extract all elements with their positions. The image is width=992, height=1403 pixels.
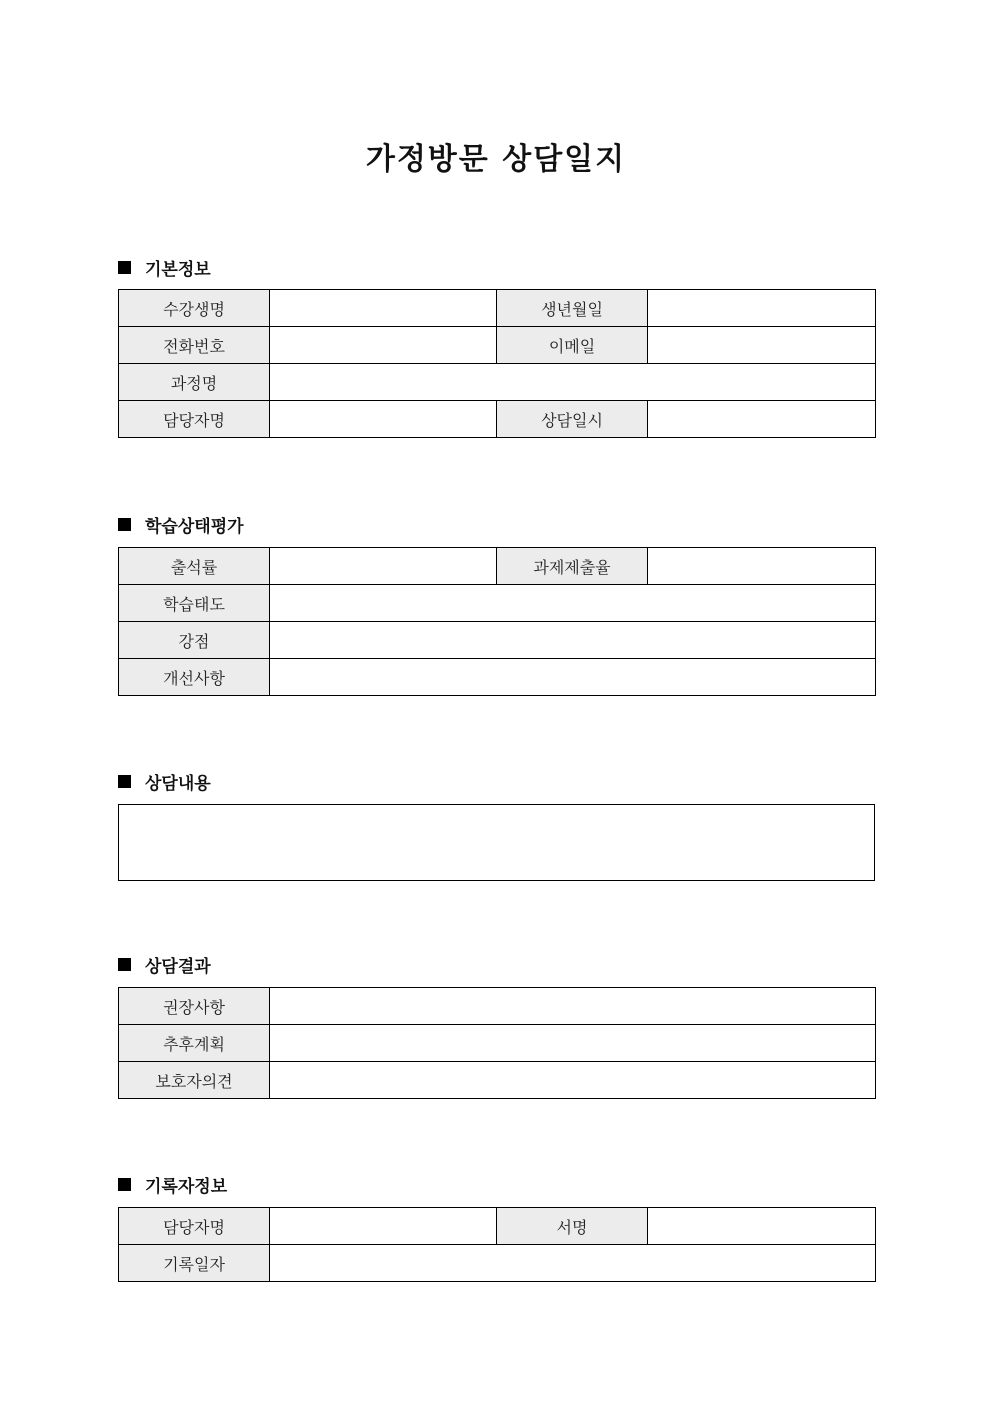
square-bullet-icon: [118, 775, 131, 788]
counsel-result-table: [118, 987, 876, 1099]
table-row: [119, 548, 876, 585]
table-row: [119, 585, 876, 622]
table-row: [119, 1025, 876, 1062]
strengths-label: 강점: [119, 622, 270, 659]
section-heading-label: 학습상태평가: [145, 517, 244, 537]
table-row: [119, 622, 876, 659]
attitude-label: 학습태도: [119, 585, 270, 622]
record-date-field[interactable]: [270, 1245, 876, 1282]
recorder-staff-label: 담당자명: [119, 1208, 270, 1245]
improvements-field[interactable]: [270, 659, 876, 696]
section-heading-recorder: [118, 1172, 227, 1197]
section-heading-label: 상담내용: [145, 774, 211, 794]
signature-field[interactable]: [648, 1208, 876, 1245]
attendance-label: 출석률: [119, 548, 270, 585]
guardian-opinion-label: 보호자의견: [119, 1062, 270, 1099]
section-heading-label: 기본정보: [145, 260, 211, 280]
section-heading-label: 기록자정보: [145, 1177, 228, 1197]
staff-name-field[interactable]: [270, 401, 497, 438]
table-row: [119, 290, 876, 327]
record-date-label: 기록일자: [119, 1245, 270, 1282]
strengths-field[interactable]: [270, 622, 876, 659]
table-row: [119, 1245, 876, 1282]
section-heading-label: 상담결과: [145, 957, 211, 977]
recorder-staff-field[interactable]: [270, 1208, 497, 1245]
table-row: [119, 364, 876, 401]
recommendations-field[interactable]: [270, 988, 876, 1025]
page-title: 가정방문 상담일지: [365, 142, 627, 177]
basic-info-table: [118, 289, 876, 438]
follow-up-label: 추후계획: [119, 1025, 270, 1062]
course-label: 과정명: [119, 364, 270, 401]
section-heading-content: [118, 769, 211, 794]
student-name-label: 수강생명: [119, 290, 270, 327]
follow-up-field[interactable]: [270, 1025, 876, 1062]
learning-eval-table: [118, 547, 876, 696]
recorder-info-table: [118, 1207, 876, 1282]
section-heading-result: [118, 952, 211, 977]
section-heading-basic: [118, 255, 211, 280]
square-bullet-icon: [118, 518, 131, 531]
assignment-rate-label: 과제제출율: [497, 548, 648, 585]
email-label: 이메일: [497, 327, 648, 364]
signature-label: 서명: [497, 1208, 648, 1245]
square-bullet-icon: [118, 1178, 131, 1191]
recommendations-label: 권장사항: [119, 988, 270, 1025]
square-bullet-icon: [118, 261, 131, 274]
staff-name-label: 담당자명: [119, 401, 270, 438]
table-row: [119, 1062, 876, 1099]
assignment-rate-field[interactable]: [648, 548, 876, 585]
phone-field[interactable]: [270, 327, 497, 364]
table-row: [119, 659, 876, 696]
counsel-datetime-field[interactable]: [648, 401, 876, 438]
table-row: [119, 988, 876, 1025]
guardian-opinion-field[interactable]: [270, 1062, 876, 1099]
improvements-label: 개선사항: [119, 659, 270, 696]
course-field[interactable]: [270, 364, 876, 401]
email-field[interactable]: [648, 327, 876, 364]
table-row: [119, 1208, 876, 1245]
phone-label: 전화번호: [119, 327, 270, 364]
table-row: [119, 401, 876, 438]
section-heading-learning: [118, 512, 244, 537]
counsel-content-box[interactable]: [118, 804, 875, 881]
square-bullet-icon: [118, 958, 131, 971]
birth-date-field[interactable]: [648, 290, 876, 327]
attitude-field[interactable]: [270, 585, 876, 622]
birth-date-label: 생년월일: [497, 290, 648, 327]
counsel-datetime-label: 상담일시: [497, 401, 648, 438]
student-name-field[interactable]: [270, 290, 497, 327]
attendance-field[interactable]: [270, 548, 497, 585]
table-row: [119, 327, 876, 364]
